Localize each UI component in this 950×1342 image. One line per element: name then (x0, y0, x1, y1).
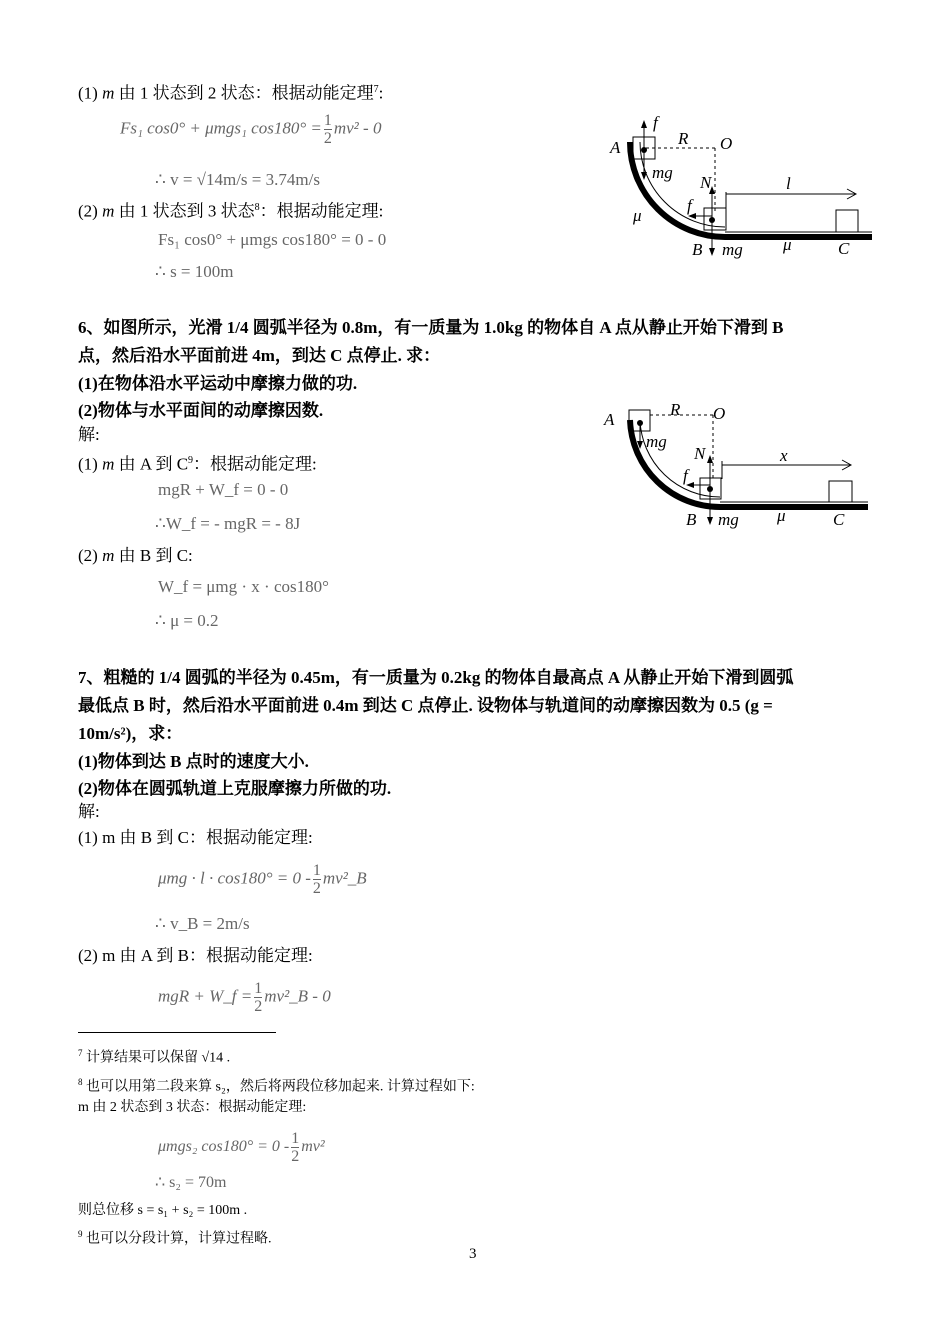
fig2-label-C: C (833, 510, 845, 529)
q7-part1-heading: (1) m 由 B 到 C：根据动能定理: (78, 828, 313, 847)
q7-part2-heading: (2) m 由 A 到 B：根据动能定理: (78, 946, 313, 965)
q7-line-1: 7、粗糙的 1/4 圆弧的半径为 0.45m，有一质量为 0.2kg 的物体自最高点 A 从静止开始下滑到圆弧 (78, 668, 794, 687)
q7-line-2: 最低点 B 时，然后沿水平面前进 0.4m 到达 C 点停止. 设物体与轨道间的动摩擦因数为 0.5 (g = (78, 696, 773, 715)
s5-part2-heading: (2) m 由 1 状态到 3 状态$^8$：根据动能定理: (78, 201, 384, 221)
q6-line-2: 点，然后沿水平面前进 4m，到达 C 点停止. 求： (78, 346, 441, 365)
s5-equation-3: Fs₁ cos0° + μmgs cos180° = 0 - 0 (158, 230, 387, 249)
q7-equation-2: ∴ v_B = 2m/s (155, 914, 250, 933)
q7-solution-label: 解: (78, 802, 100, 821)
figure-quarter-arc-with-friction (600, 112, 885, 267)
fig1-label-f2: f (687, 196, 692, 215)
fig2-label-O: O (713, 404, 726, 423)
s5-equation-1: Fs₁ cos0° + μmgs₁ cos180° = $\frac{1}{2}$ mv² - 0 (120, 112, 382, 147)
q6-line-4: (2)物体与水平面间的动摩擦因数. (78, 401, 324, 420)
footnote-7: $^7$ 计算结果可以保留 √14 . (78, 1048, 231, 1066)
fig2-label-x: x (780, 446, 788, 465)
fig1-label-A: A (610, 138, 621, 157)
q7-line-4: (1)物体到达 B 点时的速度大小. (78, 752, 309, 771)
fig2-label-B: B (686, 510, 697, 529)
fig2-label-f: f (683, 466, 688, 485)
fig1-label-N: N (700, 173, 712, 192)
q7-line-3: 10m/s²)，求： (78, 724, 183, 743)
fig2-label-mg: mg (646, 432, 667, 451)
footnote-9: $^9$ 也可以分段计算，计算过程略. (78, 1229, 272, 1247)
fig1-label-l: l (786, 174, 791, 193)
fig1-label-mg2: mg (722, 240, 743, 259)
q7-equation-3: mgR + W_f = $\frac{1}{2}$ mv²_B - 0 (158, 980, 331, 1015)
q6-equation-2: ∴W_f = - mgR = - 8J (155, 514, 301, 533)
fig2-label-mg2: mg (718, 510, 739, 529)
q6-solution-label: 解: (78, 425, 100, 444)
footnote-8-line-2: m 由 2 状态到 3 状态：根据动能定理: (78, 1100, 307, 1115)
q6-line-3: (1)在物体沿水平运动中摩擦力做的功. (78, 374, 358, 393)
fig1-label-C: C (838, 239, 850, 258)
fig1-label-O: O (720, 134, 733, 153)
fig2-label-mu: μ (777, 506, 786, 525)
footnote-8-equation-1: μmgs₂ cos180° = 0 - $\frac{1}{2}$ mv² (158, 1130, 325, 1165)
figure-smooth-quarter-arc (600, 395, 880, 535)
q7-line-5: (2)物体在圆弧轨道上克服摩擦力所做的功. (78, 779, 392, 798)
footnote-8-equation-2: ∴ s₂ = 70m (155, 1174, 227, 1191)
q6-part2-heading: (2) m 由 B 到 C: (78, 546, 193, 565)
q6-equation-3: W_f = μmg · x · cos180° (158, 577, 329, 596)
fig1-label-mu2: μ (783, 235, 792, 254)
q6-equation-4: ∴ μ = 0.2 (155, 611, 219, 630)
s5-part1-heading: (1) m 由 1 状态到 2 状态：根据动能定理$^7$: (78, 83, 384, 103)
fig1-label-f: f (653, 113, 658, 132)
page-number: 3 (469, 1246, 477, 1262)
fig2-label-R: R (670, 400, 681, 419)
fig1-label-mg: mg (652, 163, 673, 182)
q6-line-1: 6、如图所示，光滑 1/4 圆弧半径为 0.8m，有一质量为 1.0kg 的物体自 A 点从静止开始下滑到 B (78, 318, 784, 337)
footnote-8: $^8$ 也可以用第二段来算 s₂，然后将两段位移加起来. 计算过程如下: (78, 1077, 475, 1095)
q6-equation-1: mgR + W_f = 0 - 0 (158, 480, 289, 499)
q6-part1-heading: (1) m 由 A 到 $C^9$：根据动能定理: (78, 454, 317, 474)
fig2-label-A: A (604, 410, 615, 429)
s5-equation-2: ∴ v = √14m/s = 3.74m/s (155, 170, 320, 189)
fig1-label-B: B (692, 240, 703, 259)
s5-equation-4: ∴ s = 100m (155, 262, 234, 281)
footnote-8-line-3: 则总位移 s = s₁ + s₂ = 100m . (78, 1203, 248, 1218)
q7-equation-1: μmg · l · cos180° = 0 - $\frac{1}{2}$ mv²_B (158, 862, 367, 897)
fig2-label-N: N (694, 444, 706, 463)
fig1-label-R: R (678, 129, 689, 148)
fig1-label-mu: μ (633, 206, 642, 225)
footnote-separator (78, 1032, 276, 1033)
